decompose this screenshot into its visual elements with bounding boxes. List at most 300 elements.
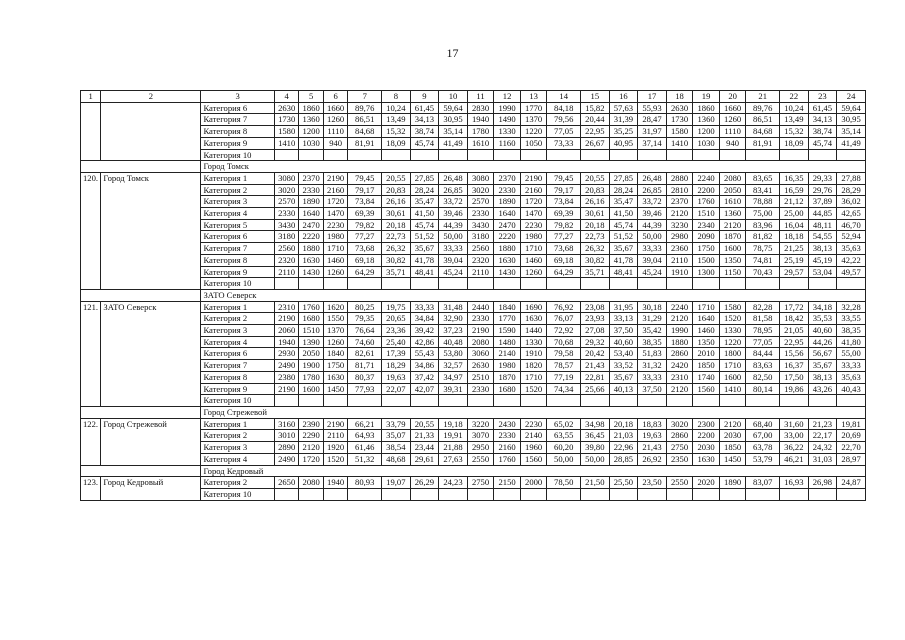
page-number: 17 xyxy=(446,46,459,60)
value-cell xyxy=(808,278,837,290)
value-cell: 2190 xyxy=(467,325,494,337)
value-cell xyxy=(323,149,347,161)
value-cell: 1900 xyxy=(299,360,323,372)
value-cell: 22,95 xyxy=(581,126,610,138)
value-cell: 21,43 xyxy=(581,360,610,372)
category-label: Категория 6 xyxy=(201,348,274,360)
category-label: Категория 10 xyxy=(201,149,274,161)
value-cell: 2860 xyxy=(666,430,693,442)
column-number: 17 xyxy=(638,91,667,103)
value-cell: 2160 xyxy=(323,184,347,196)
value-cell: 38,13 xyxy=(808,243,837,255)
group-title-row xyxy=(81,406,866,418)
value-cell: 23,36 xyxy=(382,325,411,337)
value-cell: 1940 xyxy=(467,114,494,126)
value-cell: 1710 xyxy=(323,243,347,255)
group-title: Город Томск xyxy=(201,161,866,173)
group-title-empty xyxy=(81,406,201,418)
value-cell: 35,63 xyxy=(837,243,866,255)
value-cell: 19,63 xyxy=(638,430,667,442)
value-cell: 2470 xyxy=(494,219,521,231)
value-cell: 1160 xyxy=(494,137,521,149)
value-cell: 1720 xyxy=(520,196,547,208)
value-cell: 1500 xyxy=(693,254,720,266)
value-cell: 2880 xyxy=(666,172,693,184)
value-cell: 77,27 xyxy=(547,231,581,243)
value-cell: 2160 xyxy=(520,184,547,196)
value-cell: 45,74 xyxy=(609,219,638,231)
value-cell: 2120 xyxy=(666,208,693,220)
column-number: 12 xyxy=(494,91,521,103)
value-cell: 75,00 xyxy=(746,208,780,220)
value-cell: 1850 xyxy=(693,360,720,372)
value-cell: 35,67 xyxy=(410,243,439,255)
value-cell: 1330 xyxy=(719,325,746,337)
value-cell: 16,93 xyxy=(780,477,809,489)
value-cell: 2560 xyxy=(467,243,494,255)
value-cell: 53,40 xyxy=(609,348,638,360)
value-cell: 18,42 xyxy=(780,313,809,325)
value-cell: 79,58 xyxy=(547,348,581,360)
value-cell: 2240 xyxy=(666,301,693,313)
value-cell: 21,03 xyxy=(609,430,638,442)
value-cell xyxy=(780,395,809,407)
value-cell: 23,93 xyxy=(581,313,610,325)
value-cell: 1640 xyxy=(693,313,720,325)
value-cell: 2890 xyxy=(274,442,298,454)
value-cell: 2020 xyxy=(693,477,720,489)
value-cell: 1720 xyxy=(323,196,347,208)
value-cell: 86,51 xyxy=(348,114,382,126)
column-number: 16 xyxy=(609,91,638,103)
column-number: 22 xyxy=(780,91,809,103)
value-cell: 16,59 xyxy=(780,184,809,196)
column-number: 7 xyxy=(348,91,382,103)
value-cell: 26,16 xyxy=(581,196,610,208)
value-cell: 1030 xyxy=(299,137,323,149)
value-cell: 33,79 xyxy=(382,418,411,430)
value-cell: 44,39 xyxy=(439,219,468,231)
value-cell: 35,25 xyxy=(609,126,638,138)
value-cell: 1940 xyxy=(274,336,298,348)
value-cell: 28,85 xyxy=(609,453,638,465)
value-cell: 53,79 xyxy=(746,453,780,465)
value-cell: 35,67 xyxy=(609,371,638,383)
value-cell: 53,80 xyxy=(439,348,468,360)
value-cell: 79,82 xyxy=(547,219,581,231)
value-cell: 1110 xyxy=(719,126,746,138)
value-cell: 1880 xyxy=(494,243,521,255)
value-cell: 33,72 xyxy=(439,196,468,208)
value-cell: 33,72 xyxy=(638,196,667,208)
value-cell: 3020 xyxy=(666,418,693,430)
value-cell: 2080 xyxy=(299,477,323,489)
value-cell: 1940 xyxy=(323,477,347,489)
value-cell: 35,47 xyxy=(410,196,439,208)
value-cell: 10,24 xyxy=(780,102,809,114)
value-cell: 1600 xyxy=(719,243,746,255)
value-cell: 2120 xyxy=(666,383,693,395)
value-cell: 1360 xyxy=(299,114,323,126)
value-cell: 1680 xyxy=(494,383,521,395)
value-cell: 81,91 xyxy=(348,137,382,149)
value-cell: 2420 xyxy=(666,360,693,372)
value-cell: 25,00 xyxy=(780,208,809,220)
category-label: Категория 2 xyxy=(201,313,274,325)
value-cell: 24,23 xyxy=(439,477,468,489)
value-cell: 39,42 xyxy=(410,325,439,337)
value-cell: 40,95 xyxy=(609,137,638,149)
value-cell xyxy=(719,278,746,290)
value-cell: 24,32 xyxy=(808,442,837,454)
value-cell: 1890 xyxy=(299,196,323,208)
value-cell xyxy=(837,149,866,161)
value-cell: 2330 xyxy=(274,208,298,220)
value-cell: 81,58 xyxy=(746,313,780,325)
value-cell: 35,07 xyxy=(382,430,411,442)
value-cell: 1510 xyxy=(693,208,720,220)
value-cell: 48,41 xyxy=(609,266,638,278)
value-cell: 37,23 xyxy=(439,325,468,337)
value-cell: 33,33 xyxy=(410,301,439,313)
value-cell: 1460 xyxy=(323,254,347,266)
value-cell: 48,11 xyxy=(808,219,837,231)
category-label: Категория 9 xyxy=(201,383,274,395)
column-number: 9 xyxy=(410,91,439,103)
value-cell: 2750 xyxy=(666,442,693,454)
value-cell: 84,68 xyxy=(746,126,780,138)
category-label: Категория 7 xyxy=(201,243,274,255)
value-cell xyxy=(808,395,837,407)
value-cell: 2120 xyxy=(666,313,693,325)
value-cell: 1430 xyxy=(299,266,323,278)
value-cell: 1200 xyxy=(299,126,323,138)
value-cell xyxy=(274,395,298,407)
value-cell: 20,18 xyxy=(382,219,411,231)
table-row xyxy=(81,477,866,489)
column-number: 23 xyxy=(808,91,837,103)
value-cell: 65,02 xyxy=(547,418,581,430)
category-label: Категория 10 xyxy=(201,488,274,500)
value-cell: 1260 xyxy=(719,114,746,126)
column-number: 5 xyxy=(299,91,323,103)
value-cell: 2810 xyxy=(666,184,693,196)
value-cell: 1880 xyxy=(299,243,323,255)
city-name: Город Томск xyxy=(101,172,201,289)
value-cell: 1890 xyxy=(719,477,746,489)
value-cell: 2030 xyxy=(693,442,720,454)
group-title-row xyxy=(81,289,866,301)
value-cell: 30,61 xyxy=(382,208,411,220)
value-cell: 2080 xyxy=(467,336,494,348)
value-cell: 1770 xyxy=(494,313,521,325)
value-cell xyxy=(348,278,382,290)
value-cell: 2370 xyxy=(299,172,323,184)
value-cell: 78,50 xyxy=(547,477,581,489)
value-cell: 2000 xyxy=(520,477,547,489)
value-cell: 19,75 xyxy=(382,301,411,313)
value-cell: 1660 xyxy=(323,102,347,114)
value-cell: 35,67 xyxy=(609,243,638,255)
value-cell: 68,40 xyxy=(746,418,780,430)
value-cell: 940 xyxy=(323,137,347,149)
value-cell: 84,18 xyxy=(547,102,581,114)
value-cell: 53,04 xyxy=(808,266,837,278)
value-cell: 2120 xyxy=(719,219,746,231)
value-cell: 2220 xyxy=(494,231,521,243)
value-cell: 22,73 xyxy=(382,231,411,243)
value-cell xyxy=(547,395,581,407)
value-cell: 22,17 xyxy=(808,430,837,442)
value-cell: 69,39 xyxy=(348,208,382,220)
value-cell xyxy=(719,395,746,407)
value-cell: 61,45 xyxy=(808,102,837,114)
value-cell: 29,76 xyxy=(808,184,837,196)
value-cell: 2360 xyxy=(666,243,693,255)
value-cell: 1680 xyxy=(299,313,323,325)
category-label: Категория 9 xyxy=(201,266,274,278)
value-cell: 2570 xyxy=(274,196,298,208)
value-cell: 40,48 xyxy=(439,336,468,348)
value-cell: 2330 xyxy=(467,383,494,395)
value-cell: 22,95 xyxy=(780,336,809,348)
value-cell: 89,76 xyxy=(348,102,382,114)
value-cell: 22,81 xyxy=(581,371,610,383)
value-cell: 21,25 xyxy=(780,243,809,255)
value-cell: 40,13 xyxy=(609,383,638,395)
value-cell: 26,48 xyxy=(439,172,468,184)
value-cell: 28,24 xyxy=(410,184,439,196)
value-cell xyxy=(439,278,468,290)
value-cell: 15,32 xyxy=(382,126,411,138)
category-label: Категория 8 xyxy=(201,126,274,138)
value-cell: 45,74 xyxy=(410,137,439,149)
value-cell: 2300 xyxy=(693,418,720,430)
value-cell: 1460 xyxy=(693,325,720,337)
city-name: ЗАТО Северск xyxy=(101,301,201,406)
value-cell: 1840 xyxy=(323,348,347,360)
value-cell: 2050 xyxy=(719,184,746,196)
value-cell xyxy=(494,395,521,407)
value-cell: 2370 xyxy=(494,172,521,184)
value-cell: 50,00 xyxy=(439,231,468,243)
value-cell: 2200 xyxy=(693,184,720,196)
value-cell: 1200 xyxy=(693,126,720,138)
value-cell: 2320 xyxy=(274,254,298,266)
value-cell: 1890 xyxy=(494,196,521,208)
value-cell xyxy=(410,395,439,407)
value-cell: 34,98 xyxy=(581,418,610,430)
value-cell: 80,93 xyxy=(348,477,382,489)
value-cell: 2330 xyxy=(467,313,494,325)
value-cell xyxy=(693,395,720,407)
value-cell: 27,85 xyxy=(609,172,638,184)
value-cell: 33,00 xyxy=(780,430,809,442)
value-cell: 2570 xyxy=(467,196,494,208)
value-cell: 33,33 xyxy=(638,371,667,383)
value-cell: 35,63 xyxy=(837,371,866,383)
row-number: 120. xyxy=(81,172,101,289)
value-cell: 36,02 xyxy=(837,196,866,208)
column-number: 3 xyxy=(201,91,274,103)
value-cell: 76,64 xyxy=(348,325,382,337)
table-row xyxy=(81,418,866,430)
value-cell: 3080 xyxy=(467,172,494,184)
value-cell: 15,56 xyxy=(780,348,809,360)
group-title-empty xyxy=(81,465,201,477)
category-label: Категория 1 xyxy=(201,172,274,184)
value-cell: 1640 xyxy=(494,208,521,220)
value-cell: 70,68 xyxy=(547,336,581,348)
value-cell: 31,29 xyxy=(638,313,667,325)
value-cell: 26,85 xyxy=(638,184,667,196)
value-cell xyxy=(299,149,323,161)
column-number: 2 xyxy=(101,91,201,103)
value-cell: 1360 xyxy=(693,114,720,126)
value-cell: 79,17 xyxy=(547,184,581,196)
value-cell: 1520 xyxy=(719,313,746,325)
value-cell: 2090 xyxy=(693,231,720,243)
value-cell xyxy=(410,149,439,161)
value-cell: 2330 xyxy=(494,184,521,196)
value-cell: 43,26 xyxy=(808,383,837,395)
value-cell: 1690 xyxy=(520,301,547,313)
value-cell: 29,32 xyxy=(581,336,610,348)
value-cell: 33,33 xyxy=(837,360,866,372)
value-cell: 22,70 xyxy=(837,442,866,454)
value-cell: 20,69 xyxy=(837,430,866,442)
value-cell: 2150 xyxy=(494,477,521,489)
value-cell: 1720 xyxy=(299,453,323,465)
value-cell: 73,84 xyxy=(547,196,581,208)
value-cell: 2470 xyxy=(299,219,323,231)
value-cell: 39,04 xyxy=(439,254,468,266)
value-cell: 35,71 xyxy=(382,266,411,278)
value-cell: 28,47 xyxy=(638,114,667,126)
value-cell: 20,18 xyxy=(609,418,638,430)
column-number: 19 xyxy=(693,91,720,103)
value-cell: 2050 xyxy=(299,348,323,360)
value-cell: 1050 xyxy=(520,137,547,149)
value-cell: 31,95 xyxy=(609,301,638,313)
value-cell: 1560 xyxy=(693,383,720,395)
value-cell: 26,92 xyxy=(638,453,667,465)
value-cell: 26,98 xyxy=(808,477,837,489)
value-cell: 1980 xyxy=(323,231,347,243)
value-cell xyxy=(638,488,667,500)
value-cell: 73,68 xyxy=(348,243,382,255)
value-cell xyxy=(547,278,581,290)
value-cell: 78,75 xyxy=(746,243,780,255)
value-cell: 34,13 xyxy=(410,114,439,126)
value-cell xyxy=(323,488,347,500)
value-cell: 51,32 xyxy=(348,453,382,465)
tariff-table-container xyxy=(80,90,866,501)
value-cell: 1450 xyxy=(323,383,347,395)
value-cell: 54,55 xyxy=(808,231,837,243)
value-cell xyxy=(274,488,298,500)
city-name: Город Стрежевой xyxy=(101,418,201,465)
value-cell: 33,33 xyxy=(638,243,667,255)
category-label: Категория 1 xyxy=(201,301,274,313)
value-cell xyxy=(382,395,411,407)
value-cell: 39,04 xyxy=(638,254,667,266)
value-cell: 82,61 xyxy=(348,348,382,360)
value-cell: 2650 xyxy=(274,477,298,489)
value-cell: 2110 xyxy=(323,430,347,442)
value-cell: 1800 xyxy=(719,348,746,360)
value-cell: 1820 xyxy=(520,360,547,372)
value-cell: 26,16 xyxy=(382,196,411,208)
value-cell: 63,55 xyxy=(547,430,581,442)
value-cell: 1370 xyxy=(520,114,547,126)
column-number: 21 xyxy=(746,91,780,103)
value-cell: 2340 xyxy=(693,219,720,231)
value-cell: 10,24 xyxy=(382,102,411,114)
value-cell: 34,86 xyxy=(410,360,439,372)
value-cell: 2510 xyxy=(467,371,494,383)
value-cell: 1750 xyxy=(693,243,720,255)
tariff-table xyxy=(80,90,866,501)
value-cell: 81,82 xyxy=(746,231,780,243)
value-cell: 40,60 xyxy=(808,325,837,337)
value-cell: 41,78 xyxy=(410,254,439,266)
value-cell: 1770 xyxy=(520,102,547,114)
value-cell: 2290 xyxy=(299,430,323,442)
value-cell: 1110 xyxy=(323,126,347,138)
value-cell: 2160 xyxy=(494,442,521,454)
value-cell: 64,29 xyxy=(547,266,581,278)
value-cell: 2230 xyxy=(323,219,347,231)
value-cell xyxy=(581,395,610,407)
value-cell xyxy=(467,149,494,161)
value-cell: 18,09 xyxy=(382,137,411,149)
value-cell: 46,70 xyxy=(837,219,866,231)
value-cell xyxy=(609,149,638,161)
value-cell: 1850 xyxy=(719,442,746,454)
value-cell: 1860 xyxy=(299,102,323,114)
value-cell xyxy=(520,278,547,290)
value-cell: 3010 xyxy=(274,430,298,442)
value-cell: 1260 xyxy=(323,336,347,348)
value-cell: 3020 xyxy=(467,184,494,196)
value-cell: 80,37 xyxy=(348,371,382,383)
value-cell xyxy=(581,278,610,290)
value-cell: 37,14 xyxy=(638,137,667,149)
value-cell xyxy=(494,149,521,161)
value-cell: 1760 xyxy=(693,196,720,208)
city-name: Город Кедровый xyxy=(101,477,201,500)
value-cell: 55,93 xyxy=(638,102,667,114)
value-cell: 27,88 xyxy=(837,172,866,184)
value-cell: 2370 xyxy=(666,196,693,208)
value-cell: 37,50 xyxy=(638,383,667,395)
value-cell: 84,44 xyxy=(746,348,780,360)
value-cell: 1640 xyxy=(299,208,323,220)
value-cell: 1710 xyxy=(719,360,746,372)
value-cell xyxy=(274,149,298,161)
value-cell: 1330 xyxy=(520,336,547,348)
value-cell: 2310 xyxy=(666,371,693,383)
category-label: Категория 3 xyxy=(201,325,274,337)
value-cell: 15,82 xyxy=(581,102,610,114)
value-cell: 2440 xyxy=(467,301,494,313)
value-cell: 45,74 xyxy=(808,137,837,149)
column-number: 4 xyxy=(274,91,298,103)
value-cell: 2200 xyxy=(693,430,720,442)
value-cell xyxy=(299,488,323,500)
value-cell: 77,93 xyxy=(348,383,382,395)
